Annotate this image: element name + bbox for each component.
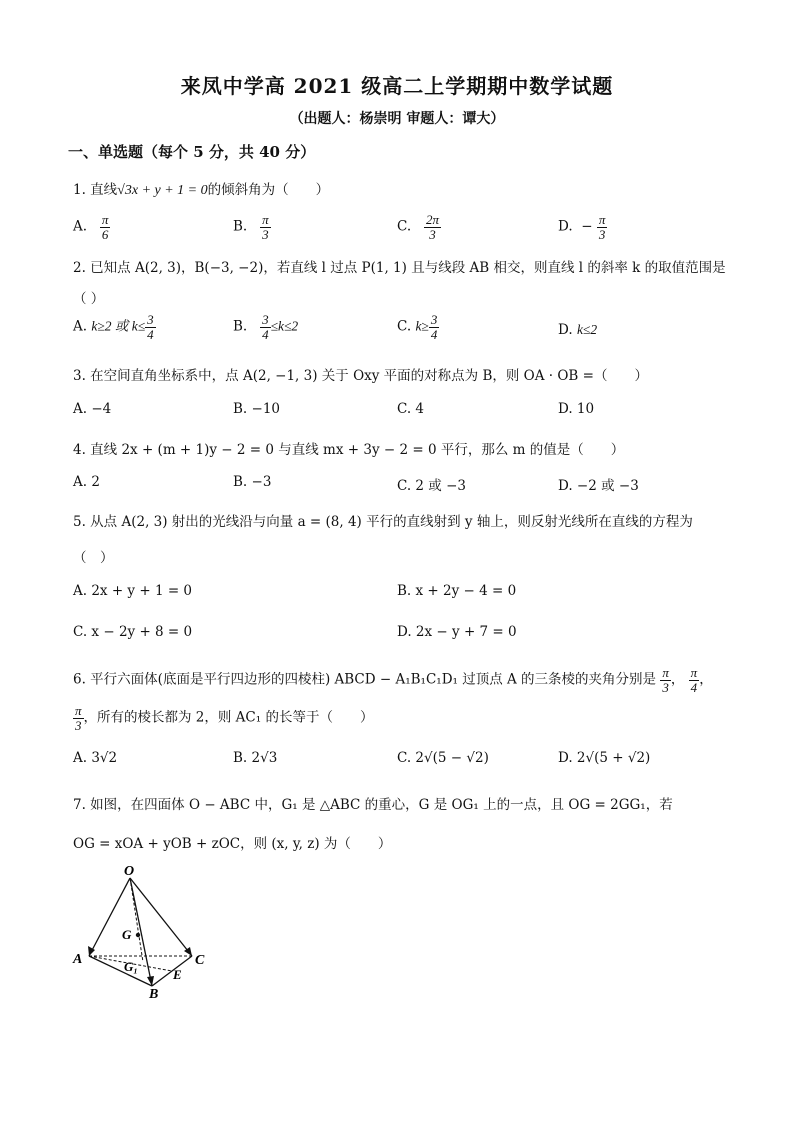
fraction — [429, 313, 440, 341]
question-7-stem: 7. 如图，在四面体 O − ABC 中，G₁ 是 △ABC 的重心，G 是 OG₁ 上的一点，且 OG = 2GG₁，若 — [73, 797, 673, 813]
numerator: 3 — [147, 312, 154, 327]
denominator: 3 — [262, 226, 269, 242]
question-7-line2: OG = xOA + yOB + zOC，则 (x, y, z) 为（ ） — [73, 836, 392, 852]
option-label: C. — [397, 318, 412, 335]
q3-option-c: C. 4 — [397, 401, 425, 417]
q3-option-d: D. 10 — [558, 401, 595, 417]
numerator: π — [662, 665, 669, 680]
segment-og1-dashed — [130, 878, 143, 962]
q4-option-d: D. −2 或 −3 — [558, 478, 639, 494]
tetrahedron-figure — [60, 862, 220, 1002]
fraction — [597, 213, 608, 241]
label-b: B — [149, 987, 159, 1002]
point-g — [136, 933, 140, 937]
denominator: 3 — [598, 226, 606, 242]
q6-option-a: A. 3√2 — [73, 750, 118, 766]
label-g1: G₁ — [124, 959, 138, 974]
q3-option-b: B. −10 — [233, 401, 280, 417]
angle-3-fraction — [73, 704, 84, 732]
fraction — [100, 213, 111, 241]
numerator: 3 — [430, 312, 438, 327]
q6-option-c: C. 2√(5 − √2) — [397, 750, 489, 766]
fraction — [145, 313, 156, 341]
edge-oa — [89, 878, 130, 956]
q1-option-a — [73, 213, 110, 241]
q2-option-a — [73, 313, 156, 341]
denominator: 4 — [262, 326, 269, 342]
q1-prefix: 1. 直线 — [73, 182, 118, 198]
denominator: 3 — [429, 226, 436, 242]
authors-line: （出题人：杨崇明 审题人：谭大） — [289, 111, 505, 127]
question-1-stem — [73, 178, 329, 199]
fraction — [260, 313, 271, 341]
denominator: 3 — [662, 679, 669, 695]
option-label: A. — [73, 218, 88, 235]
q4-option-c: C. 2 或 −3 — [397, 478, 467, 494]
edge-ab — [89, 956, 152, 986]
section-heading: 一、单选题（每个 5 分，共 40 分） — [68, 143, 316, 161]
angle-1-fraction — [660, 666, 671, 694]
option-label: B. — [233, 318, 248, 335]
option-text: k≥ — [415, 318, 429, 334]
label-c: C — [195, 953, 205, 968]
q5-option-b: B. x + 2y − 4 = 0 — [397, 583, 517, 599]
q6-option-d: D. 2√(5 + √2) — [558, 750, 651, 766]
q1-option-d — [558, 213, 607, 241]
denominator: 6 — [101, 226, 109, 242]
q1-equation: √3x + y + 1 = 0 — [117, 183, 208, 198]
q1-option-c — [397, 213, 441, 241]
q2-option-b — [233, 313, 298, 341]
numerator: π — [75, 703, 82, 718]
option-label: A. — [73, 318, 88, 335]
q4-option-b: B. −3 — [233, 474, 272, 490]
question-2-stem: 2. 已知点 A(2, 3)，B(−3, −2)，若直线 l 过点 P(1, 1) 且与线段 AB 相交，则直线 l 的斜率 k 的取值范围是 — [73, 260, 726, 276]
label-e: E — [173, 967, 182, 982]
denominator: 3 — [75, 717, 82, 733]
q2-option-c — [397, 313, 439, 341]
fraction — [260, 213, 271, 241]
q1-suffix: 的倾斜角为（ ） — [207, 182, 330, 198]
numerator: 2π — [426, 212, 440, 227]
option-label: D. — [558, 218, 573, 235]
fraction — [424, 213, 441, 241]
numerator: π — [262, 212, 269, 227]
question-5-bracket: （ ） — [73, 550, 114, 566]
question-3-stem: 3. 在空间直角坐标系中，点 A(2, −1, 3) 关于 Oxy 平面的对称点为 B，则 OA · OB =（ ） — [73, 368, 648, 384]
q4-option-a: A. 2 — [73, 474, 100, 490]
q5-option-c: C. x − 2y + 8 = 0 — [73, 624, 193, 640]
q5-option-d: D. 2x − y + 7 = 0 — [397, 624, 517, 640]
label-a: A — [73, 952, 83, 967]
q2-option-d — [558, 322, 597, 338]
option-label: B. — [233, 218, 248, 235]
question-4-stem: 4. 直线 2x + (m + 1)y − 2 = 0 与直线 mx + 3y − 2 = 0 平行，那么 m 的值是（ ） — [73, 442, 625, 458]
edge-oc — [130, 878, 192, 956]
question-2-bracket: （ ） — [73, 291, 105, 307]
angle-2-fraction — [689, 666, 700, 694]
q6-option-b: B. 2√3 — [233, 750, 278, 766]
option-text: k≥2 或 k≤ — [91, 318, 146, 334]
question-5-stem: 5. 从点 A(2, 3) 射出的光线沿与向量 a = (8, 4) 平行的直线射到 y 轴上，则反射光线所在直线的方程为 — [73, 514, 693, 530]
q5-option-a: A. 2x + y + 1 = 0 — [73, 583, 193, 599]
option-label: C. — [397, 218, 412, 235]
numerator: π — [690, 665, 698, 680]
numerator: π — [598, 212, 606, 227]
minus-sign: − — [581, 218, 593, 235]
q1-option-b — [233, 213, 271, 241]
q6-text: 6. 平行六面体(底面是平行四边形的四棱柱) ABCD − A₁B₁C₁D₁ 过顶点 A 的三条棱的夹角分别是 — [73, 671, 657, 688]
page-title: 来凤中学高 2021 级高二上学期期中数学试题 — [180, 74, 614, 98]
q3-option-a: A. −4 — [73, 401, 112, 417]
question-6-line2 — [73, 704, 373, 732]
q6-text-2: ，所有的棱长都为 2，则 AC₁ 的长等于（ ） — [83, 709, 374, 726]
denominator: 4 — [430, 326, 438, 342]
numerator: 3 — [262, 312, 269, 327]
question-6-stem: 6. 平行六面体(底面是平行四边形的四棱柱) ABCD − A₁B₁C₁D₁ 过顶点 A 的三条棱的夹角分别是 $\frac{\pi}{3}$ ， $\frac{\pi}{4}$ ， — [73, 665, 713, 695]
option-text: k≤2 — [576, 322, 598, 337]
label-g: G — [122, 927, 132, 942]
denominator: 4 — [690, 679, 698, 695]
option-label: D. — [558, 322, 573, 338]
option-text: ≤k≤2 — [270, 318, 299, 334]
denominator: 4 — [147, 326, 154, 342]
numerator: π — [101, 212, 109, 227]
label-o: O — [124, 864, 135, 879]
